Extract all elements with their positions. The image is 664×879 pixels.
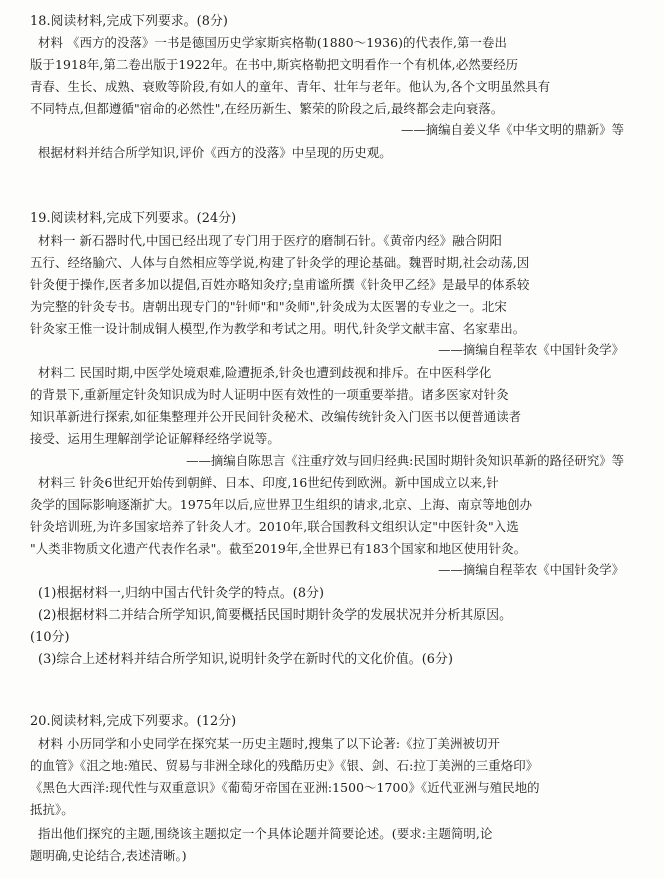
q20-material-line: 《黑色大西洋:现代性与双重意识》《葡萄牙帝国在亚洲:1500～1700》《近代亚洲与殖民地的 [30,780,540,795]
q19-m1-source: ——摘编自程莘农《中国针灸学》 [438,342,624,357]
q19-m3-line: 材料三 针灸6世纪开始传到朝鲜、日本、印度,16世纪传到欧洲。新中国成立以来,针 [38,475,499,490]
q19-m3-line: 针灸培训班,为许多国家培养了针灸人才。2010年,联合国教科文组织认定"中医针灸"入选 [30,519,519,534]
q19-m2-line: 材料二 民国时期,中医学处境艰难,险遭扼杀,针灸也遭到歧视和排斥。在中医科学化 [38,365,492,380]
q19-m2-line: 接受、运用生理解剖学论证解释经络学说等。 [30,431,280,446]
q19-m1-line: 针灸便于操作,医者多加以提倡,百姓亦略知灸疗;皇甫谧所撰《针灸甲乙经》是最早的体系较 [30,277,530,292]
q19-m1-line: 五行、经络腧穴、人体与自然相应等学说,构建了针灸学的理论基础。魏晋时期,社会动荡,因 [30,255,530,270]
q19-header: 19.阅读材料,完成下列要求。(24分) [30,211,237,226]
q20-header: 20.阅读材料,完成下列要求。(12分) [30,714,237,729]
q20-task-line: 指出他们探究的主题,围绕该主题拟定一个具体论题并简要论述。(要求:主题简明,论 [38,826,493,841]
q19-subquestion: (1)根据材料一,归纳中国古代针灸学的特点。(8分) [38,586,325,601]
q19-m1-line: 材料一 新石器时代,中国已经出现了专门用于医疗的磨制石针。《黄帝内经》融合阴阳 [38,233,503,248]
q18-source: ——摘编自姜义华《中华文明的鼎新》等 [400,122,624,137]
q20-material-line: 的血管》《沮之地:殖民、贸易与非洲全球化的残酷历史》《银、剑、石:拉丁美洲的三重烙印》 [30,758,539,773]
q19-m3-line: 灸学的国际影响逐渐扩大。1975年以后,应世界卫生组织的请求,北京、上海、南京等地创办 [30,497,533,512]
q18-material-line: 材料 《西方的没落》一书是德国历史学家斯宾格勒(1880～1936)的代表作,第一卷出 [38,35,508,50]
q19-m3-source: ——摘编自程莘农《中国针灸学》 [438,562,624,577]
q19-m2-line: 知识革新进行探索,如征集整理并公开民间针灸秘术、改编传统针灸入门医书以便普通读者 [30,409,522,424]
q18-material-line: 版于1918年,第二卷出版于1922年。在书中,斯宾格勒把文明看作一个有机体,必然要经历 [30,57,519,72]
q18-material-line: 青春、生长、成熟、衰败等阶段,有如人的童年、青年、壮年与老年。他认为,各个文明虽然具有 [30,79,551,94]
q19-subquestion: (2)根据材料二并结合所学知识,简要概括民国时期针灸学的发展状况并分析其原因。 [38,608,512,623]
q20-task-line: 题明确,史论结合,表述清晰。) [30,848,187,863]
q18-task: 根据材料并结合所学知识,评价《西方的没落》中呈现的历史观。 [38,145,392,160]
q20-material-line: 材料 小历同学和小史同学在探究某一历史主题时,搜集了以下论著:《拉丁美洲被切开 [38,736,501,751]
q19-m3-line: "人类非物质文化遗产代表作名录"。截至2019年,全世界已有183个国家和地区使用针灸。 [30,541,527,556]
q19-m1-line: 为完整的针灸专书。唐朝出现专门的"针师"和"灸师",针灸成为太医署的专业之一。北宋 [30,299,507,314]
q19-m2-line: 的背景下,重新厘定针灸知识成为时人证明中医有效性的一项重要举措。诸多医家对针灸 [30,387,509,402]
q19-m1-line: 针灸家王惟一设计制成铜人模型,作为教学和考试之用。明代,针灸学文献丰富、名家辈出。 [30,321,526,336]
q18-header: 18.阅读材料,完成下列要求。(8分) [30,14,229,29]
q18-material-line: 不同特点,但都遵循"宿命的必然性",在经历新生、繁荣的阶段之后,最终都会走向衰落。 [30,101,504,116]
q19-subquestion: (3)综合上述材料并结合所学知识,说明针灸学在新时代的文化价值。(6分) [38,652,454,667]
q19-m2-source: ——摘编自陈思言《注重疗效与回归经典:民国时期针灸知识革新的路径研究》等 [186,453,624,468]
q20-material-line: 抵抗》。 [30,802,74,817]
q19-subquestion-points: (10分) [30,630,70,645]
